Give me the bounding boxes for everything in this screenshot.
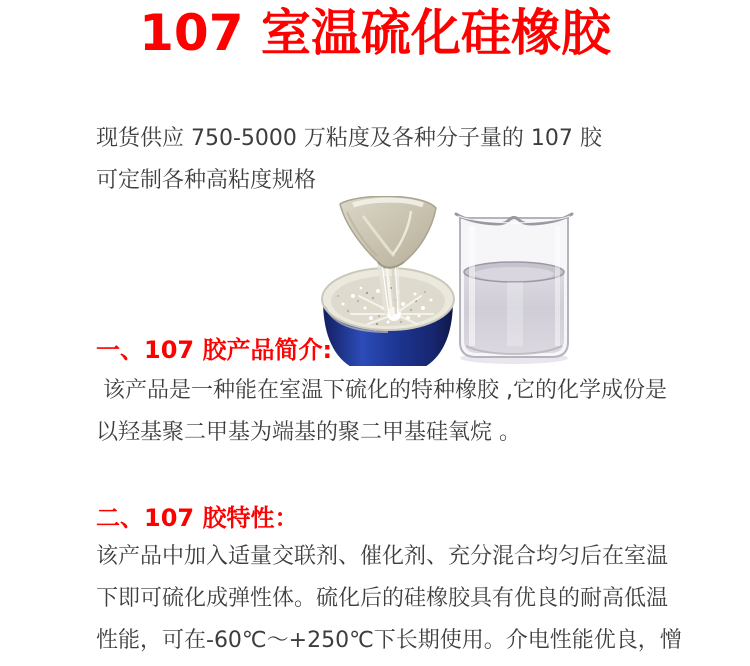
intro-line-2: 可定制各种高粘度规格 [96,168,317,193]
section1-line-1: 该产品是一种能在室温下硫化的特种橡胶 ,它的化学成份是 [96,378,667,403]
section2-line-3: 性能，可在-60℃～+250℃下长期使用。介电性能优良，憎 [96,628,682,653]
section1-line-2: 以羟基聚二甲基为端基的聚二甲基硅氧烷 。 [96,420,521,445]
section2-heading: 二、107 胶特性： [96,504,299,532]
pouring-vessel [340,196,436,267]
beaker [456,214,572,364]
intro-text [96,118,602,202]
page-title: 107 室温硫化硅橡胶 [139,4,611,62]
section2-line-2: 下即可硫化成弹性体。硫化后的硅橡胶具有优良的耐高低温 [96,586,669,611]
section1-body [96,370,667,454]
intro-line-1: 现货供应 750-5000 万粘度及各种分子量的 107 胶 [96,126,602,151]
section2-body [96,536,682,662]
section1-heading: 一、107 胶产品简介: [96,336,333,364]
section2-line-1: 该产品中加入适量交联剂、催化剂、充分混合均匀后在室温 [96,544,669,569]
